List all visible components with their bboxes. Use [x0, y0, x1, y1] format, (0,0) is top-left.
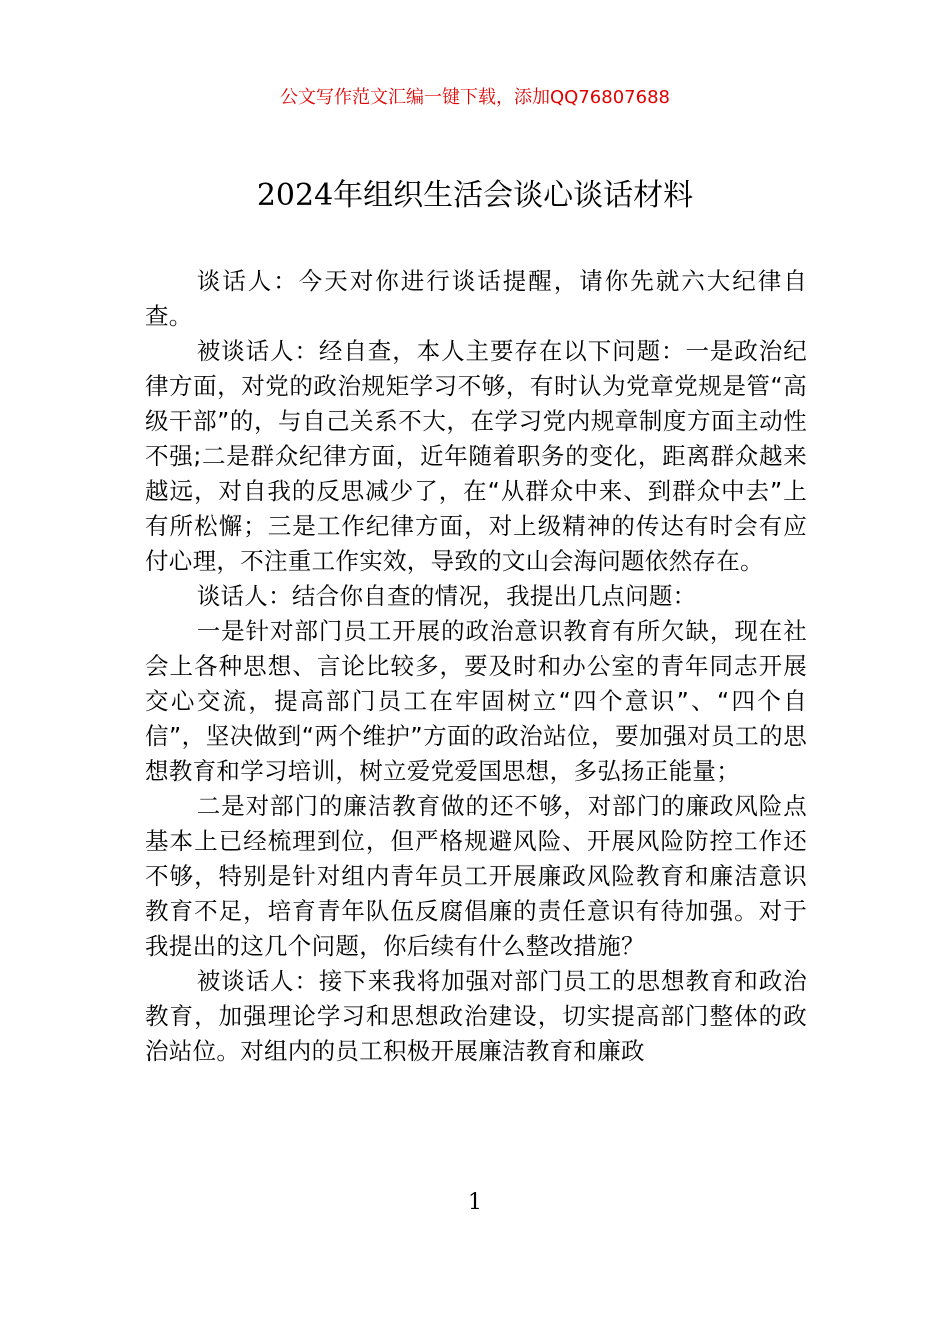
paragraph-2: 被谈话人：经自查，本人主要存在以下问题：一是政治纪律方面，对党的政治规矩学习不够，有时认为党章党规是管“高级干部”的，与自己关系不大，在学习党内规章制度方面主动性不强;二是群众纪律方面，近年随着职务的变化，距离群众越来越远，对自我的反思减少了，在“从群众中来、到群众中去”上有所松懈；三是工作纪律方面，对上级精神的传达有时会有应付心理，不注重工作实效，导致的文山会海问题依然存在。: [145, 337, 807, 575]
paragraph-1: 谈话人：今天对你进行谈话提醒，请你先就六大纪律自查。: [145, 267, 807, 330]
document-body: [145, 264, 807, 1174]
page-number: 1: [468, 1190, 482, 1215]
document-title: 2024年组织生活会谈心谈话材料: [256, 178, 694, 213]
download-banner: 公文写作范文汇编一键下载，添加QQ76807688: [280, 87, 670, 108]
paragraph-3: 谈话人：结合你自查的情况，我提出几点问题：: [196, 582, 697, 610]
paragraph-6: 被谈话人：接下来我将加强对部门员工的思想教育和政治教育，加强理论学习和思想政治建设，切实提高部门整体的政治站位。对组内的员工积极开展廉洁教育和廉政: [145, 967, 807, 1065]
paragraph-4: 一是针对部门员工开展的政治意识教育有所欠缺，现在社会上各种思想、言论比较多，要及时和办公室的青年同志开展交心交流，提高部门员工在牢固树立“四个意识”、“四个自信”，坚决做到“两个维护”方面的政治站位，要加强对员工的思想教育和学习培训，树立爱党爱国思想，多弘扬正能量；: [145, 617, 807, 785]
paragraph-5: 二是对部门的廉洁教育做的还不够，对部门的廉政风险点基本上已经梳理到位，但严格规避风险、开展风险防控工作还不够，特别是针对组内青年员工开展廉政风险教育和廉洁意识教育不足，培育青年队伍反腐倡廉的责任意识有待加强。对于我提出的这几个问题，你后续有什么整改措施？: [145, 792, 807, 960]
